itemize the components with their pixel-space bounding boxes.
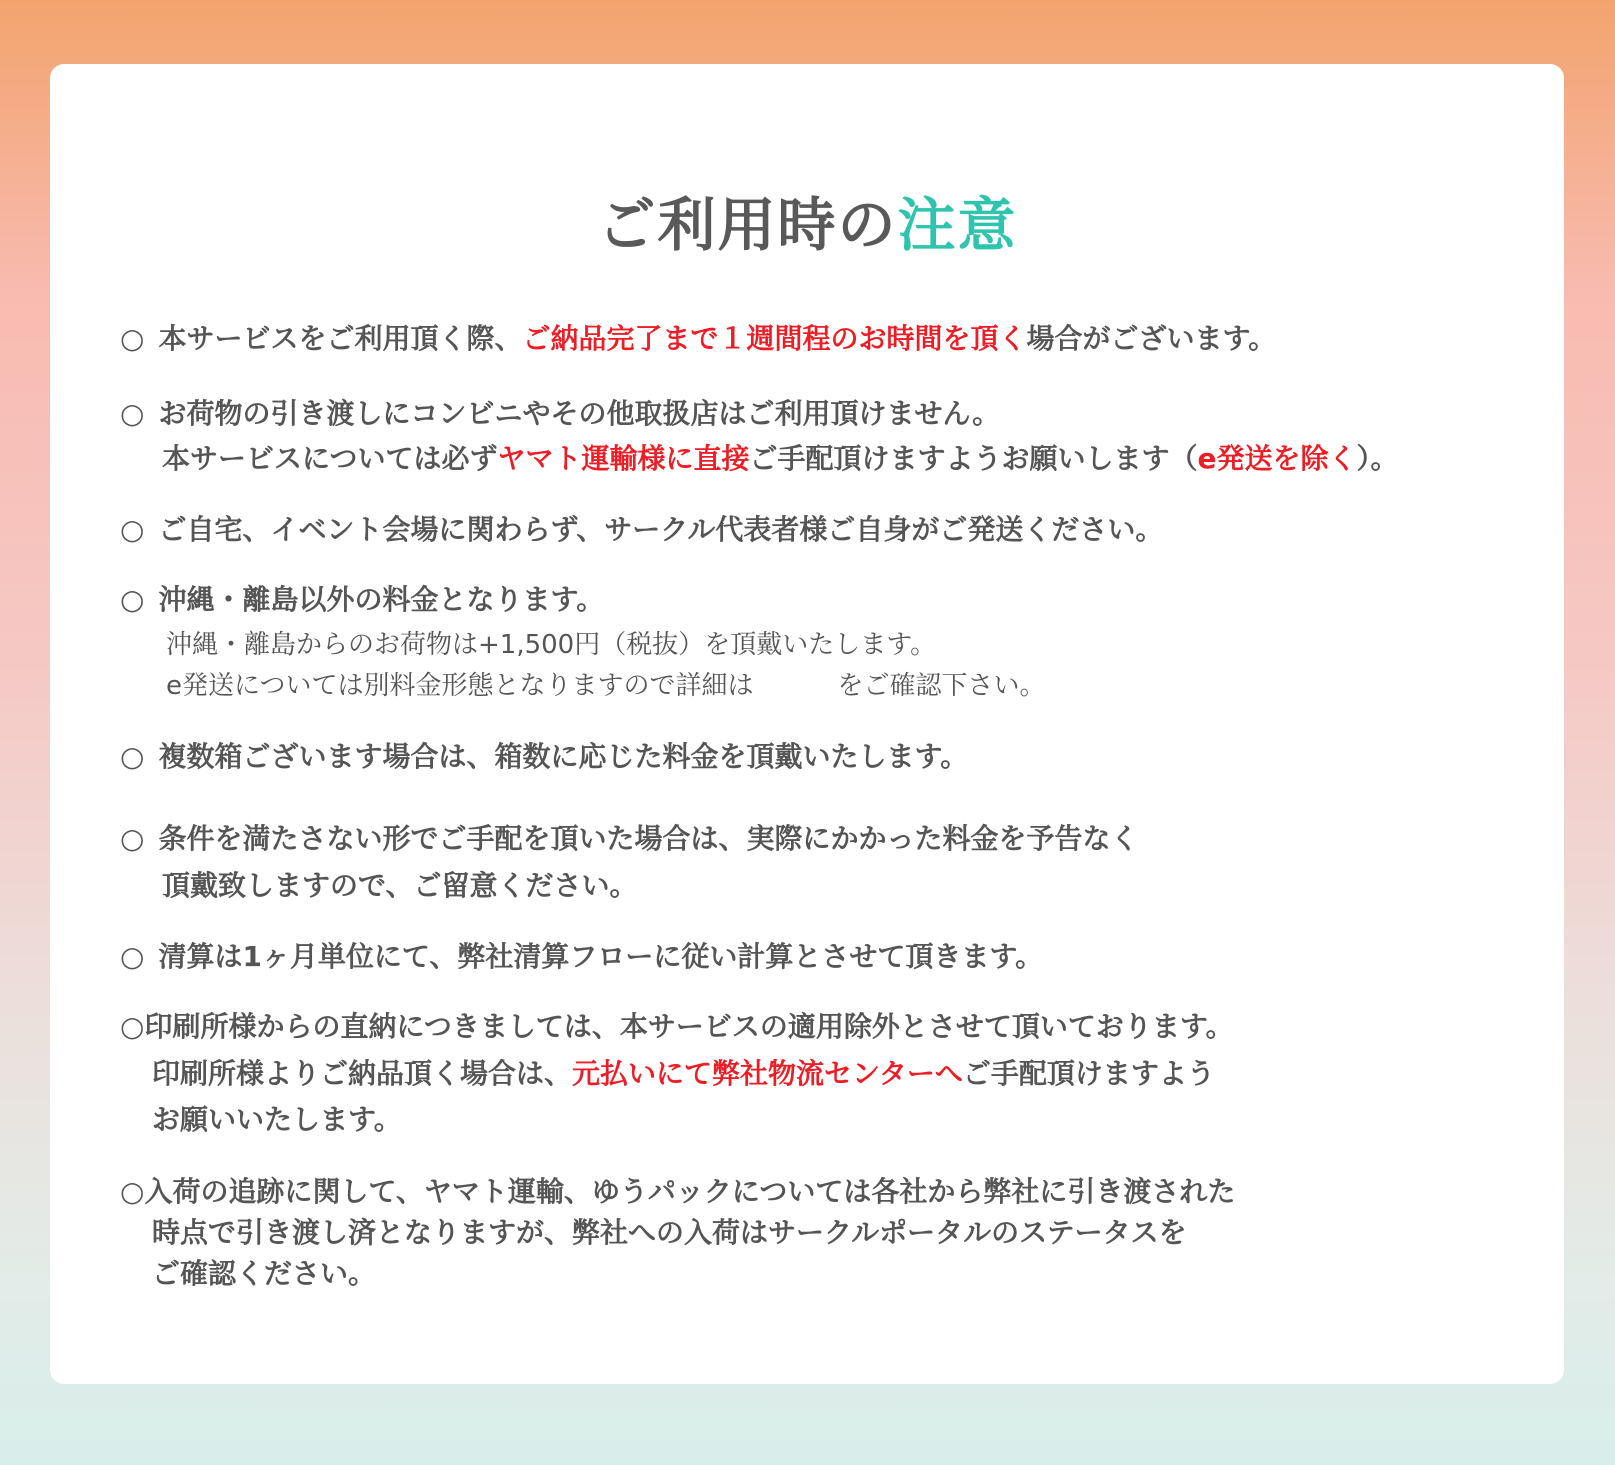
note-2-line-2 — [162, 442, 1399, 476]
note-8-line-3 — [152, 1103, 402, 1137]
title-main: ご利用時の — [597, 191, 898, 259]
circle-bullet-icon: ○ — [120, 940, 145, 973]
note-3 — [120, 513, 1163, 547]
note-1-text-a: 本サービスをご利用頂く際、 — [158, 322, 523, 355]
note-3-text: ご自宅、イベント会場に関わらず、サークル代表者様ご自身がご発送ください。 — [158, 513, 1164, 546]
note-8-line-1 — [120, 1010, 1234, 1044]
note-8-highlight: 元払いにて弊社物流センターへ — [572, 1057, 963, 1090]
note-9-line-1 — [120, 1175, 1235, 1209]
note-9-text-2: 時点で引き渡し済となりますが、弊社への入荷はサークルポータルのステータスを — [152, 1216, 1187, 1249]
circle-bullet-icon: ○ — [120, 513, 145, 546]
note-8-line-2 — [152, 1057, 1215, 1091]
circle-bullet-icon: ○ — [120, 740, 145, 773]
note-4-line-1 — [120, 583, 604, 617]
note-4-text-2: 沖縄・離島からのお荷物は+1,500円（税抜）を頂戴いたします。 — [166, 630, 937, 660]
note-5 — [120, 740, 968, 774]
circle-bullet-icon: ○ — [120, 1175, 145, 1208]
note-9-line-3 — [152, 1257, 376, 1291]
note-2-text-2e: ）。 — [1356, 442, 1399, 475]
note-4-text-1: 沖縄・離島以外の料金となります。 — [158, 583, 605, 616]
circle-bullet-icon: ○ — [120, 1010, 145, 1043]
circle-bullet-icon: ○ — [120, 322, 145, 355]
note-8-text-1: 印刷所様からの直納につきましては、本サービスの適用除外とさせて頂いております。 — [144, 1010, 1234, 1043]
note-9-text-1: 入荷の追跡に関して、ヤマト運輸、ゆうパックについては各社から弊社に引き渡された — [144, 1175, 1236, 1208]
note-5-text: 複数箱ございます場合は、箱数に応じた料金を頂戴いたします。 — [158, 740, 969, 773]
note-8-text-3: お願いいたします。 — [152, 1103, 402, 1136]
note-2-text-2c: ご手配頂けますようお願いします（ — [749, 442, 1198, 475]
page-title — [0, 191, 1615, 259]
note-6-line-2 — [162, 869, 637, 903]
note-2-highlight-2: e発送を除く — [1197, 442, 1357, 475]
note-9-text-3: ご確認ください。 — [152, 1257, 377, 1290]
note-8-text-2c: ご手配頂けますよう — [962, 1057, 1215, 1090]
note-6-text-1: 条件を満たさない形でご手配を頂いた場合は、実際にかかった料金を予告なく — [158, 822, 1139, 855]
circle-bullet-icon: ○ — [120, 397, 145, 430]
note-9-line-2 — [152, 1216, 1187, 1250]
note-2-text-1: お荷物の引き渡しにコンビニやその他取扱店はご利用頂けません。 — [158, 397, 1001, 430]
note-2-text-2a: 本サービスについては必ず — [162, 442, 498, 475]
note-2-highlight-1: ヤマト運輸様に直接 — [497, 442, 750, 475]
note-2-line-1 — [120, 397, 1000, 431]
note-7-text: 清算は1ヶ月単位にて、弊社清算フローに従い計算とさせて頂きます。 — [158, 940, 1044, 973]
note-4-line-3 — [166, 671, 1046, 702]
note-1 — [120, 322, 1276, 356]
note-1-text-c: 場合がございます。 — [1026, 322, 1277, 355]
note-6-text-2: 頂戴致しますので、ご留意ください。 — [162, 869, 638, 902]
note-8-text-2a: 印刷所様よりご納品頂く場合は、 — [152, 1057, 573, 1090]
title-accent: 注意 — [897, 191, 1018, 259]
circle-bullet-icon: ○ — [120, 822, 145, 855]
note-7 — [120, 940, 1043, 974]
circle-bullet-icon: ○ — [120, 583, 145, 616]
note-6-line-1 — [120, 822, 1138, 856]
note-4-text-3b: をご確認下さい。 — [837, 671, 1046, 701]
note-4-text-3a: e発送については別料金形態となりますので詳細は — [166, 671, 754, 701]
note-1-highlight: ご納品完了まで１週間程のお時間を頂く — [522, 322, 1027, 355]
note-4-line-2 — [166, 630, 936, 661]
